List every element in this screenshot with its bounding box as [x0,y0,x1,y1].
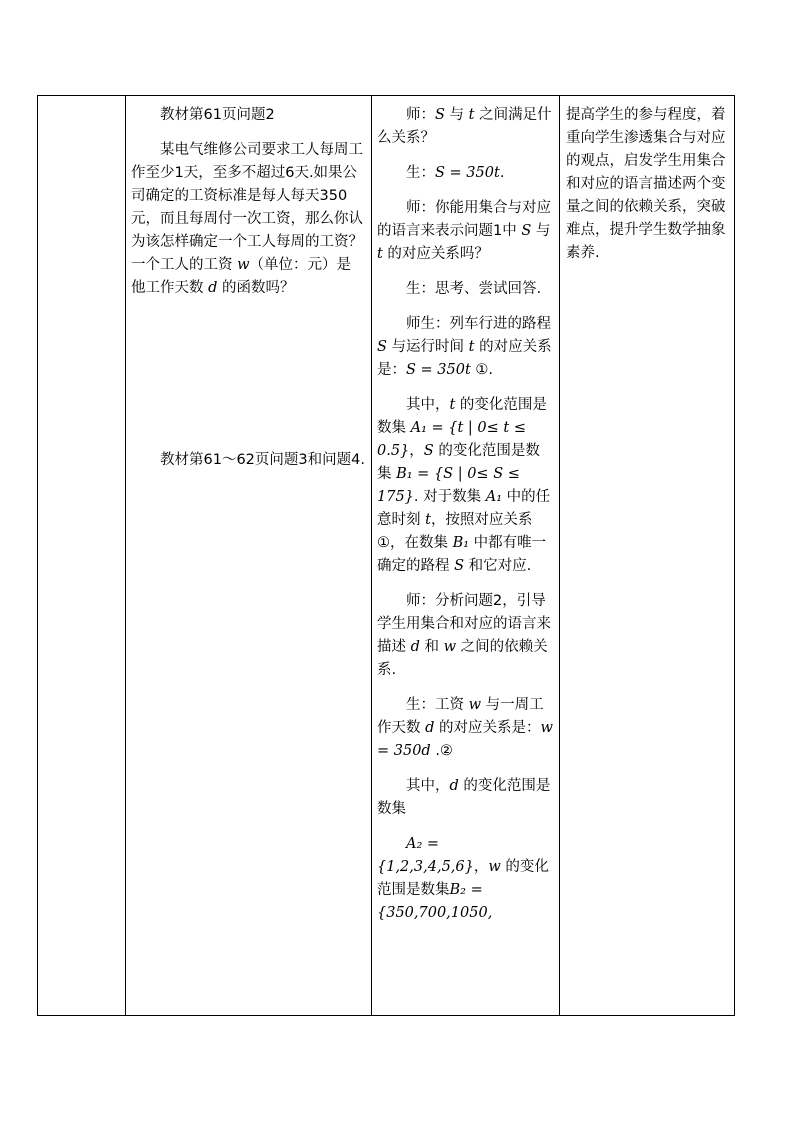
set-explanation-2: 其中，d 的变化范围是数集 [377,778,551,817]
teaching-content-cell [126,96,371,472]
design-intent-text: 提高学生的参与程度，着重向学生渗透集合与对应的观点，启发学生用集合和对应的语言描述两个变量之间的依赖关系，突破难点，提升学生数学抽象素养. [566,107,726,261]
dialogue-student-3: 生：工资 w 与一周工作天数 d 的对应关系是：w = 350d .② [377,697,553,759]
textbook-ref-problem2: 教材第61页问题2 [160,107,275,123]
dialogue-teacher-1: 师：S 与 t 之间满足什么关系？ [377,107,552,146]
dialogue-teacher-3: 师：分析问题2，引导学生用集合和对应的语言来描述 d 和 w 之间的依赖关系. [377,593,551,678]
set-explanation-1: 其中，t 的变化范围是数集 A₁ = {t | 0≤ t ≤ 0.5}，S 的变化范围是数集 B₁ = {S | 0≤ S ≤ 175}. 对于数集 A₁ 中的任意时刻 t，按照对应关系①，在数集 B₁ 中都有唯一确定的路程 S 和它对应. [377,397,551,574]
lesson-table [37,95,735,1016]
teacher-student-activity-cell [372,96,558,925]
dialogue-student-2: 生：思考、尝试回答. [406,281,542,297]
design-intent-cell [560,96,735,265]
dialogue-teacher-2: 师：你能用集合与对应的语言来表示问题1中 S 与 t 的对应关系吗？ [377,200,551,262]
dialogue-student-1: 生：S = 350t. [406,165,505,181]
problem2-text: 某电气维修公司要求工人每周工作至少1天，至多不超过6天.如果公司确定的工资标准是每人每天350元，而且每周付一次工资，那么你认为该怎样确定一个工人每周的工资？一个工人的工资 w（单位：元）是他工作天数 d 的函数吗？ [131,142,363,296]
textbook-ref-problem3-4: 教材第61～62页问题3和问题4. [160,452,365,468]
dialogue-teacher-student-1: 师生：列车行进的路程 S 与运行时间 t 的对应关系是：S = 350t ①. [377,316,552,378]
set-explanation-3: A₂ = {1,2,3,4,5,6}，w 的变化范围是数集B₂ = {350,700,1050, [377,836,549,921]
